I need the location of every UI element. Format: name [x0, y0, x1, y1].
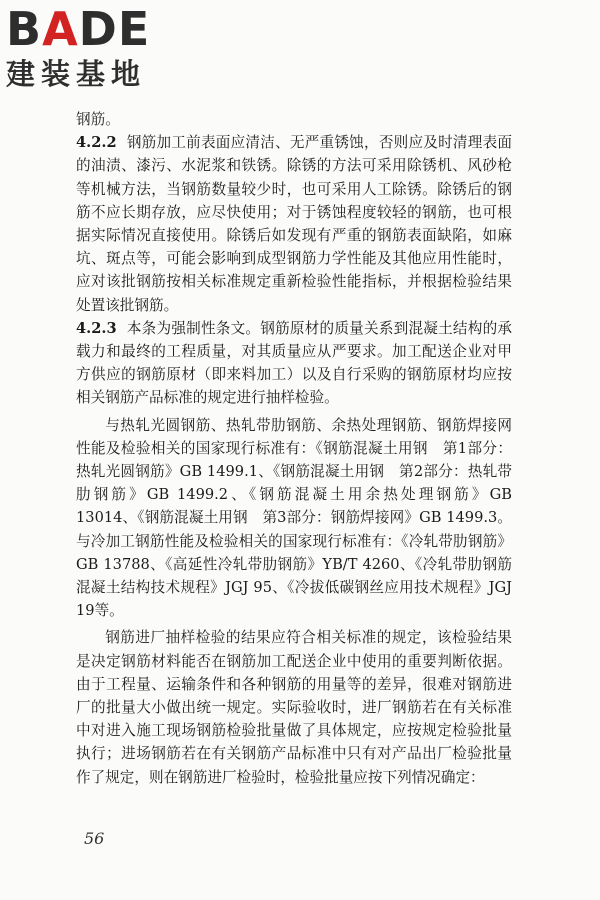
section-4-2-2: [76, 131, 512, 317]
paragraph-standards: 与热轧光圆钢筋、热轧带肋钢筋、余热处理钢筋、钢筋焊接网性能及检验相关的国家现行标准有：《钢筋混凝土用钢 第1部分：热轧光圆钢筋》GB 1499.1、《钢筋混凝土用钢 第2部分：热轧带肋钢筋》GB 1499.2、《钢筋混凝土用余热处理钢筋》GB 13014、《钢筋混凝土用钢 第3部分：钢筋焊接网》GB 1499.3。与冷加工钢筋性能及检验相关的国家现行标准有：《冷轧带肋钢筋》GB 13788、《高延性冷轧带肋钢筋》YB/T 4260、《冷轧带肋钢筋混凝土结构技术规程》JGJ 95、《冷拔低碳钢丝应用技术规程》JGJ 19等。: [76, 416, 512, 620]
logo-wordmark: BADE: [6, 2, 151, 56]
section-number: 4.2.2: [76, 134, 117, 152]
brand-logo: [6, 4, 206, 100]
page-number: 56: [84, 829, 105, 848]
section-number: 4.2.3: [76, 319, 117, 337]
paragraph-continuation: 钢筋。: [76, 111, 120, 128]
logo-subtitle: 建装基地: [6, 57, 147, 91]
document-body: [76, 108, 512, 789]
logo-accent-letter: A: [42, 2, 79, 56]
section-4-2-3: [76, 317, 512, 410]
paragraph-inspection: 钢筋进厂抽样检验的结果应符合相关标准的规定，该检验结果是决定钢筋材料能否在钢筋加工配送企业中使用的重要判断依据。由于工程量、运输条件和各种钢筋的用量等的差异，很难对钢筋进厂的批量大小做出统一规定。实际验收时，进厂钢筋若在有关标准中对进入施工现场钢筋检验批量做了具体规定，应按规定检验批量执行；进场钢筋若在有关钢筋产品标准中只有对产品出厂检验批量作了规定，则在钢筋进厂检验时，检验批量应按下列情况确定：: [76, 629, 512, 786]
section-text: 本条为强制性条文。钢筋原材的质量关系到混凝土结构的承载力和最终的工程质量，对其质量应从严要求。加工配送企业对甲方供应的钢筋原材（即来料加工）以及自行采购的钢筋原材均应按相关钢筋产品标准的规定进行抽样检验。: [76, 319, 512, 407]
section-text: 钢筋加工前表面应清洁、无严重锈蚀，否则应及时清理表面的油渍、漆污、水泥浆和铁锈。除锈的方法可采用除锈机、风砂枪等机械方法，当钢筋数量较少时，也可采用人工除锈。除锈后的钢筋不应长期存放，应尽快使用；对于锈蚀程度较轻的钢筋，也可根据实际情况直接使用。除锈后如发现有严重的钢筋表面缺陷，如麻坑、斑点等，可能会影响到成型钢筋力学性能及其他应用性能时，应对该批钢筋按相关标准规定重新检验性能指标，并根据检验结果处置该批钢筋。: [76, 134, 512, 314]
